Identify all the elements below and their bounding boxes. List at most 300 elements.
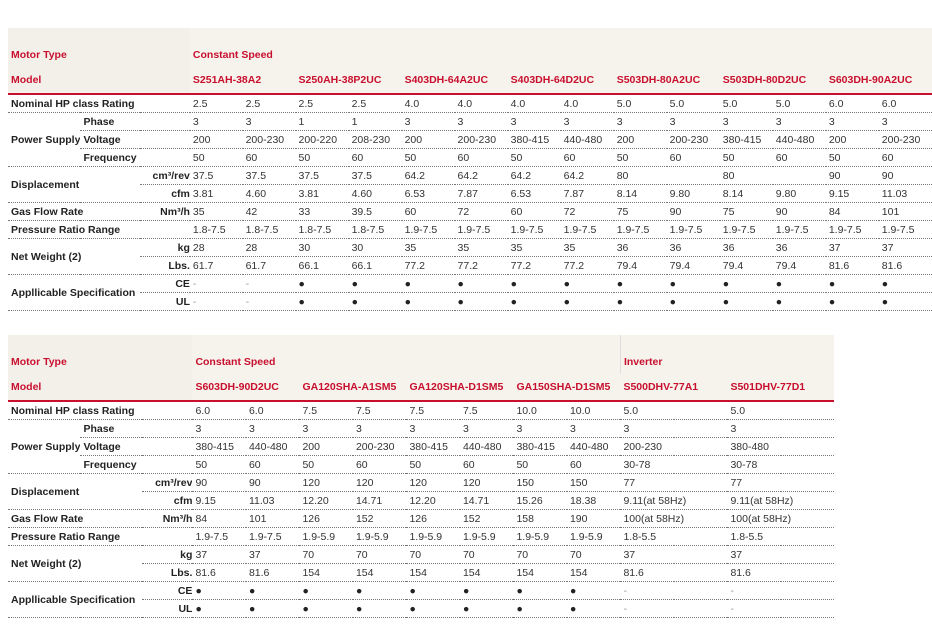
spec-value: 154 xyxy=(353,564,407,582)
spec-value: 10.0 xyxy=(513,401,567,420)
spec-value: 150 xyxy=(567,474,621,492)
spec-value: 7.5 xyxy=(460,401,514,420)
spec-value: 39.5 xyxy=(349,203,402,221)
spec-value: ● xyxy=(826,275,879,293)
spec-value: ● xyxy=(513,600,567,618)
spec-value: 37 xyxy=(620,546,727,564)
motor-type-row xyxy=(8,335,834,374)
spec-value: 1.9-7.5 xyxy=(508,221,561,239)
spec-value: ● xyxy=(567,582,621,600)
spec-value: 3 xyxy=(455,113,508,131)
spec-value: 66.1 xyxy=(349,257,402,275)
spec-value: 60 xyxy=(460,456,514,474)
spec-value: 6.0 xyxy=(246,401,300,420)
spec-value: 1.9-7.5 xyxy=(561,221,614,239)
spec-value: 2.5 xyxy=(243,94,296,113)
spec-value: 66.1 xyxy=(296,257,349,275)
spec-value: ● xyxy=(349,275,402,293)
spec-value: 3 xyxy=(243,113,296,131)
spec-value: 35 xyxy=(402,239,455,257)
spec-row xyxy=(8,275,932,293)
spec-value: ● xyxy=(773,293,826,311)
spec-value: 6.53 xyxy=(508,185,561,203)
spec-value: 154 xyxy=(567,564,621,582)
spec-value: 1.9-5.9 xyxy=(567,528,621,546)
spec-value: 3 xyxy=(567,420,621,438)
spec-value: 60 xyxy=(567,456,621,474)
unit-label: cm³/rev xyxy=(140,167,190,185)
spec-value: ● xyxy=(460,582,514,600)
spec-value: ● xyxy=(402,275,455,293)
group-heading-constant-speed: Constant Speed xyxy=(190,28,932,67)
spec-value: 42 xyxy=(243,203,296,221)
spec-value: 79.4 xyxy=(614,257,667,275)
spec-value: 12.20 xyxy=(406,492,460,510)
spec-value: 81.6 xyxy=(246,564,300,582)
spec-row xyxy=(8,420,834,438)
spec-row xyxy=(8,257,932,275)
row-label-power-supply: Power Supply xyxy=(8,420,80,474)
spec-value: 4.60 xyxy=(349,185,402,203)
spec-row xyxy=(8,474,834,492)
spec-value: 72 xyxy=(455,203,508,221)
spec-rows xyxy=(8,94,932,311)
spec-value: ● xyxy=(296,293,349,311)
spec-value: 60 xyxy=(402,203,455,221)
spec-value: 90 xyxy=(192,474,246,492)
spec-value: 3 xyxy=(620,420,727,438)
spec-value: 28 xyxy=(243,239,296,257)
spec-value: 61.7 xyxy=(190,257,243,275)
spec-value: 440-480 xyxy=(246,438,300,456)
spec-value: 7.5 xyxy=(406,401,460,420)
model-name: S403DH-64A2UC xyxy=(402,67,508,94)
spec-value: ● xyxy=(513,582,567,600)
spec-value: 90 xyxy=(773,203,826,221)
spec-value: 9.15 xyxy=(826,185,879,203)
spec-row xyxy=(8,203,932,221)
spec-value: 79.4 xyxy=(720,257,773,275)
spec-value: 7.5 xyxy=(299,401,353,420)
spec-value: ● xyxy=(192,582,246,600)
row-label-gas-flow-rate: Gas Flow Rate xyxy=(8,510,142,528)
spec-value: 440-480 xyxy=(773,131,826,149)
spec-value: ● xyxy=(455,293,508,311)
spec-value: 380-415 xyxy=(192,438,246,456)
spec-value: 90 xyxy=(667,203,720,221)
spec-row xyxy=(8,131,932,149)
spec-value: 64.2 xyxy=(508,167,561,185)
spec-value: 4.60 xyxy=(243,185,296,203)
spec-value: 70 xyxy=(567,546,621,564)
row-label-nominal-hp-class-rating: Nominal HP class Rating xyxy=(8,94,190,113)
spec-value: 77 xyxy=(620,474,727,492)
spec-value: 1.8-7.5 xyxy=(349,221,402,239)
spec-value: 200 xyxy=(826,131,879,149)
row-label-net-weight-2: Net Weight (2) xyxy=(8,239,140,275)
group-heading-inverter: Inverter xyxy=(620,335,834,374)
spec-value: 80 xyxy=(720,167,773,185)
spec-table-2 xyxy=(8,335,834,618)
spec-value: 35 xyxy=(561,239,614,257)
spec-value: 154 xyxy=(513,564,567,582)
spec-value: 200-230 xyxy=(353,438,407,456)
row-label-gas-flow-rate: Gas Flow Rate xyxy=(8,203,140,221)
spec-value: 3 xyxy=(460,420,514,438)
spec-value: 208-230 xyxy=(349,131,402,149)
model-name: S500DHV-77A1 xyxy=(620,374,727,401)
spec-value: 14.71 xyxy=(460,492,514,510)
spec-value: 90 xyxy=(246,474,300,492)
spec-value: 6.0 xyxy=(826,94,879,113)
spec-value: 4.0 xyxy=(455,94,508,113)
spec-value: 3 xyxy=(614,113,667,131)
spec-value: 380-480 xyxy=(727,438,834,456)
spec-value: 380-415 xyxy=(406,438,460,456)
spec-value: 50 xyxy=(826,149,879,167)
spec-value: 3 xyxy=(773,113,826,131)
spec-value: 7.87 xyxy=(455,185,508,203)
spec-row xyxy=(8,185,932,203)
spec-value: 81.6 xyxy=(879,257,932,275)
spec-row xyxy=(8,510,834,528)
spec-value: ● xyxy=(349,293,402,311)
spec-value: 2.5 xyxy=(296,94,349,113)
spec-value: 60 xyxy=(455,149,508,167)
spec-value: 60 xyxy=(667,149,720,167)
spec-value: - xyxy=(243,275,296,293)
spec-value: 6.0 xyxy=(192,401,246,420)
spec-value: 33 xyxy=(296,203,349,221)
spec-value: 158 xyxy=(513,510,567,528)
spec-row xyxy=(8,401,834,420)
spec-value: 3 xyxy=(508,113,561,131)
spec-value: 1.9-7.5 xyxy=(246,528,300,546)
spec-value: ● xyxy=(299,600,353,618)
spec-value: 60 xyxy=(773,149,826,167)
spec-value: 120 xyxy=(353,474,407,492)
model-row xyxy=(8,67,932,94)
spec-value: 3 xyxy=(879,113,932,131)
spec-value: 37 xyxy=(826,239,879,257)
spec-value: ● xyxy=(299,582,353,600)
spec-value: 70 xyxy=(460,546,514,564)
spec-value: 200 xyxy=(190,131,243,149)
spec-value: 190 xyxy=(567,510,621,528)
spec-value xyxy=(667,167,720,185)
model-heading: Model xyxy=(8,374,192,401)
model-name: S603DH-90D2UC xyxy=(192,374,299,401)
spec-value: 154 xyxy=(460,564,514,582)
spec-value: 84 xyxy=(192,510,246,528)
row-label-nominal-hp-class-rating: Nominal HP class Rating xyxy=(8,401,192,420)
spec-value: 101 xyxy=(879,203,932,221)
spec-row xyxy=(8,113,932,131)
spec-value: 152 xyxy=(460,510,514,528)
spec-value: ● xyxy=(720,293,773,311)
spec-value: 126 xyxy=(406,510,460,528)
spec-value: 37 xyxy=(192,546,246,564)
spec-value: 3 xyxy=(299,420,353,438)
spec-value: 50 xyxy=(402,149,455,167)
spec-value: 380-415 xyxy=(720,131,773,149)
spec-value: 90 xyxy=(879,167,932,185)
spec-value: 9.15 xyxy=(192,492,246,510)
spec-value: 50 xyxy=(508,149,561,167)
spec-value: 1.8-5.5 xyxy=(620,528,727,546)
spec-value: 64.2 xyxy=(455,167,508,185)
spec-value: 1.8-7.5 xyxy=(296,221,349,239)
spec-value: 77.2 xyxy=(402,257,455,275)
spec-value: ● xyxy=(406,600,460,618)
model-name: S503DH-80D2UC xyxy=(720,67,826,94)
model-name: S403DH-64D2UC xyxy=(508,67,614,94)
spec-value: 3.81 xyxy=(190,185,243,203)
spec-value: ● xyxy=(773,275,826,293)
unit-label: UL xyxy=(142,600,192,618)
spec-value: 37 xyxy=(246,546,300,564)
spec-value: 126 xyxy=(299,510,353,528)
spec-value: 101 xyxy=(246,510,300,528)
spec-value: 120 xyxy=(460,474,514,492)
spec-value: 7.87 xyxy=(561,185,614,203)
spec-value: 35 xyxy=(190,203,243,221)
spec-value: 1.9-7.5 xyxy=(614,221,667,239)
spec-value: 79.4 xyxy=(667,257,720,275)
spec-value: 77 xyxy=(727,474,834,492)
unit-label: cm³/rev xyxy=(142,474,192,492)
spec-value: 440-480 xyxy=(561,131,614,149)
row-label-net-weight-2: Net Weight (2) xyxy=(8,546,142,582)
spec-value: 60 xyxy=(879,149,932,167)
spec-value: ● xyxy=(879,293,932,311)
spec-value: ● xyxy=(561,275,614,293)
spec-value: 50 xyxy=(296,149,349,167)
spec-value: 200-230 xyxy=(243,131,296,149)
spec-value: 37 xyxy=(879,239,932,257)
spec-value: 50 xyxy=(192,456,246,474)
unit-label: CE xyxy=(140,275,190,293)
spec-value: 1.9-5.9 xyxy=(299,528,353,546)
spec-value: 8.14 xyxy=(720,185,773,203)
model-name: GA150SHA-D1SM5 xyxy=(513,374,620,401)
spec-value: 1.9-5.9 xyxy=(460,528,514,546)
spec-value: - xyxy=(190,293,243,311)
spec-value: - xyxy=(620,600,727,618)
spec-value: 1.9-7.5 xyxy=(773,221,826,239)
spec-value: 14.71 xyxy=(353,492,407,510)
spec-value: 1.9-7.5 xyxy=(720,221,773,239)
spec-value: ● xyxy=(406,582,460,600)
spec-row xyxy=(8,167,932,185)
spec-value: 60 xyxy=(561,149,614,167)
spec-value: 64.2 xyxy=(402,167,455,185)
spec-value: 1.9-5.9 xyxy=(406,528,460,546)
spec-value: ● xyxy=(508,275,561,293)
spec-value: 3 xyxy=(406,420,460,438)
spec-value: 4.0 xyxy=(561,94,614,113)
spec-value: 35 xyxy=(455,239,508,257)
spec-value: 7.5 xyxy=(353,401,407,420)
motor-type-heading: Motor Type xyxy=(8,28,190,67)
spec-value: 440-480 xyxy=(567,438,621,456)
spec-value: ● xyxy=(353,582,407,600)
spec-value: 6.53 xyxy=(402,185,455,203)
spec-value: 5.0 xyxy=(667,94,720,113)
spec-value: 77.2 xyxy=(561,257,614,275)
spec-value: ● xyxy=(720,275,773,293)
row-label-pressure-ratio-range: Pressure Ratio Range xyxy=(8,221,190,239)
spec-value: ● xyxy=(567,600,621,618)
spec-value: 8.14 xyxy=(614,185,667,203)
spec-value: 3 xyxy=(246,420,300,438)
spec-row xyxy=(8,239,932,257)
spec-value: 50 xyxy=(513,456,567,474)
model-name: S250AH-38P2UC xyxy=(296,67,402,94)
spec-value xyxy=(773,167,826,185)
spec-value: 36 xyxy=(614,239,667,257)
spec-value: ● xyxy=(402,293,455,311)
spec-value: 1.9-7.5 xyxy=(192,528,246,546)
spec-value: ● xyxy=(826,293,879,311)
spec-value: 61.7 xyxy=(243,257,296,275)
model-name: GA120SHA-D1SM5 xyxy=(406,374,513,401)
spec-value: 50 xyxy=(190,149,243,167)
sub-label-phase: Phase xyxy=(80,420,192,438)
spec-row xyxy=(8,221,932,239)
spec-value: 3 xyxy=(192,420,246,438)
spec-value: 75 xyxy=(614,203,667,221)
spec-value: 200-220 xyxy=(296,131,349,149)
spec-value: 90 xyxy=(826,167,879,185)
spec-value: 2.5 xyxy=(349,94,402,113)
spec-value: 1.9-7.5 xyxy=(667,221,720,239)
spec-value: 1.8-7.5 xyxy=(190,221,243,239)
spec-value: 37.5 xyxy=(349,167,402,185)
spec-value: 37 xyxy=(727,546,834,564)
spec-value: 37.5 xyxy=(190,167,243,185)
spec-value: 1 xyxy=(296,113,349,131)
spec-value: 70 xyxy=(353,546,407,564)
spec-value: 77.2 xyxy=(455,257,508,275)
spec-value: 154 xyxy=(299,564,353,582)
spec-value: 5.0 xyxy=(727,401,834,420)
spec-value: 3 xyxy=(513,420,567,438)
spec-value: 30-78 xyxy=(620,456,727,474)
model-name: S603DH-90A2UC xyxy=(826,67,932,94)
spec-value: 11.03 xyxy=(246,492,300,510)
spec-row xyxy=(8,528,834,546)
spec-value: - xyxy=(243,293,296,311)
spec-value: 84 xyxy=(826,203,879,221)
spec-value: 1.9-5.9 xyxy=(513,528,567,546)
row-label-displacement: Displacement xyxy=(8,167,140,203)
spec-value: 120 xyxy=(406,474,460,492)
spec-value: ● xyxy=(614,275,667,293)
spec-value: ● xyxy=(460,600,514,618)
spec-value: 30 xyxy=(296,239,349,257)
spec-value: 81.6 xyxy=(620,564,727,582)
spec-value: - xyxy=(190,275,243,293)
model-name: S501DHV-77D1 xyxy=(727,374,834,401)
spec-value: ● xyxy=(508,293,561,311)
spec-value: 200-230 xyxy=(879,131,932,149)
spec-row xyxy=(8,582,834,600)
spec-row xyxy=(8,293,932,311)
spec-value: 1 xyxy=(349,113,402,131)
spec-value: 1.9-5.9 xyxy=(353,528,407,546)
spec-value: 75 xyxy=(720,203,773,221)
unit-label: UL xyxy=(140,293,190,311)
row-label-displacement: Displacement xyxy=(8,474,142,510)
unit-label: kg xyxy=(142,546,192,564)
spec-value: 64.2 xyxy=(561,167,614,185)
spec-value: ● xyxy=(192,600,246,618)
spec-value: 5.0 xyxy=(614,94,667,113)
spec-value: 37.5 xyxy=(296,167,349,185)
row-label-power-supply: Power Supply xyxy=(8,113,80,167)
spec-value: 100(at 58Hz) xyxy=(727,510,834,528)
group-heading-constant-speed: Constant Speed xyxy=(192,335,620,374)
spec-value: 60 xyxy=(246,456,300,474)
spec-value: 100(at 58Hz) xyxy=(620,510,727,528)
spec-value: 50 xyxy=(299,456,353,474)
spec-value: 5.0 xyxy=(773,94,826,113)
spec-value: 3 xyxy=(353,420,407,438)
spec-value: 200-230 xyxy=(667,131,720,149)
spec-value: 380-415 xyxy=(508,131,561,149)
spec-value: 35 xyxy=(508,239,561,257)
spec-value: 1.8-7.5 xyxy=(243,221,296,239)
model-heading: Model xyxy=(8,67,190,94)
spec-value: 81.6 xyxy=(727,564,834,582)
spec-value: 9.11(at 58Hz) xyxy=(620,492,727,510)
spec-value: - xyxy=(727,600,834,618)
spec-value: 3 xyxy=(402,113,455,131)
spec-value: 1.9-7.5 xyxy=(879,221,932,239)
spec-value: 12.20 xyxy=(299,492,353,510)
spec-value: 60 xyxy=(508,203,561,221)
spec-value: 3 xyxy=(667,113,720,131)
spec-value: 79.4 xyxy=(773,257,826,275)
spec-value: 3 xyxy=(190,113,243,131)
spec-value: 81.6 xyxy=(826,257,879,275)
spec-value: 70 xyxy=(406,546,460,564)
unit-label: CE xyxy=(142,582,192,600)
spec-value: 6.0 xyxy=(879,94,932,113)
spec-value: ● xyxy=(879,275,932,293)
spec-value: 3 xyxy=(727,420,834,438)
spec-value: 81.6 xyxy=(192,564,246,582)
spec-value: 5.0 xyxy=(720,94,773,113)
spec-value: 15.26 xyxy=(513,492,567,510)
spec-value: 77.2 xyxy=(508,257,561,275)
spec-value: - xyxy=(727,582,834,600)
spec-value: - xyxy=(620,582,727,600)
unit-label: Nm³/h xyxy=(140,203,190,221)
spec-value: ● xyxy=(246,600,300,618)
spec-value: 30-78 xyxy=(727,456,834,474)
model-row xyxy=(8,374,834,401)
spec-value: 18.38 xyxy=(567,492,621,510)
row-label-appllicable-specification: Appllicable Specification xyxy=(8,582,142,618)
unit-label: Lbs. xyxy=(140,257,190,275)
spec-value: 1.9-7.5 xyxy=(402,221,455,239)
motor-type-row xyxy=(8,28,932,67)
spec-value: 1.9-7.5 xyxy=(826,221,879,239)
sub-label-voltage: Voltage xyxy=(80,438,192,456)
spec-value: 70 xyxy=(513,546,567,564)
